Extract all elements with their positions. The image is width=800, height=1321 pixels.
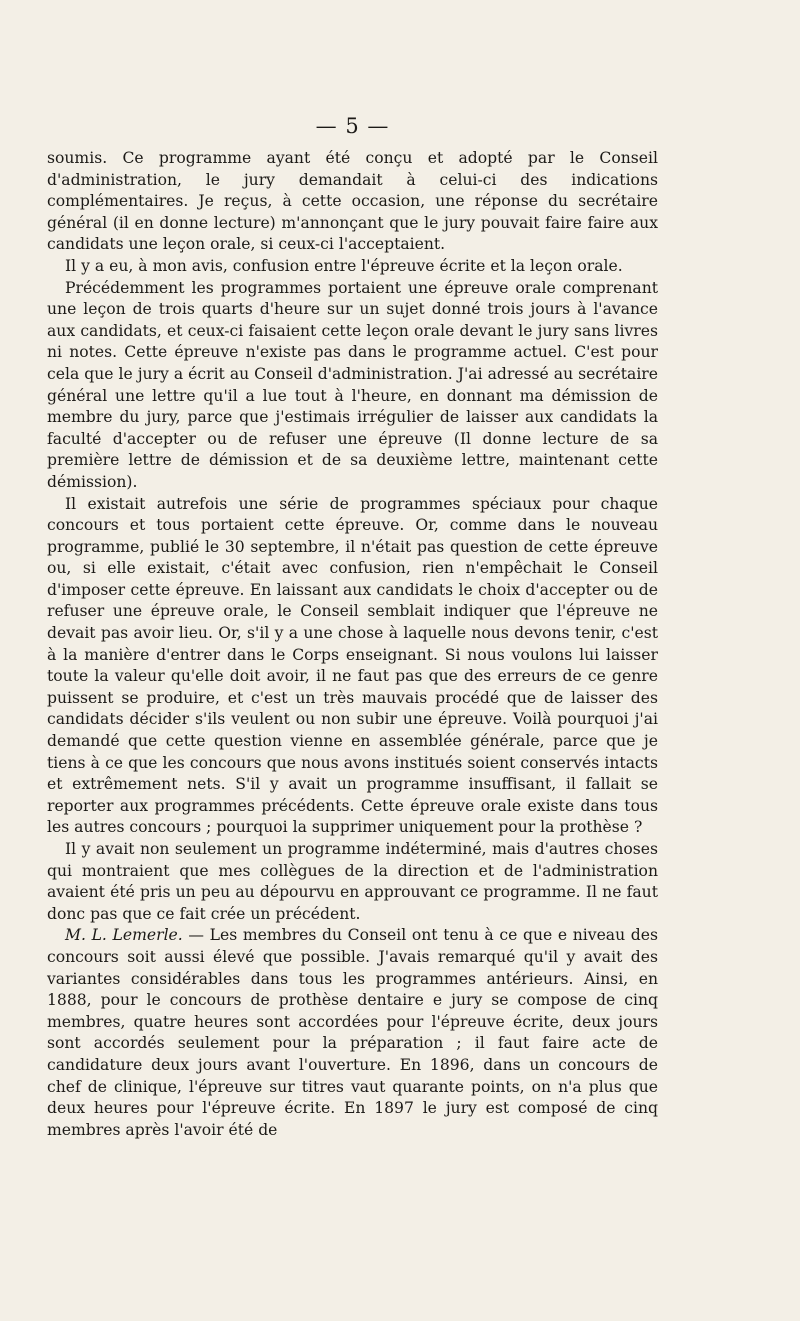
speech-paragraph bbox=[47, 925, 658, 1141]
paragraph-3: Précédemment les programmes portaient une épreuve orale comprenant une leçon de trois quarts d'heure sur un sujet donné trois jours à l'avance aux candidats, et ceux-ci faisaient cette leçon orale devant le jury sans livres ni notes. Cette épreuve n'existe pas dans le programme actuel. C'est pour cela que le jury a écrit au Conseil d'administration. J'ai adressé au secrétaire général une lettre qu'il a lue tout à l'heure, en donnant ma démission de membre du jury, parce que j'estimais irrégulier de laisser aux candidats la faculté d'accepter ou de refuser une épreuve (Il donne lecture de sa première lettre de démission et de sa deuxième lettre, maintenant cette démission). bbox=[47, 278, 658, 491]
speaker-name: M. L. Lemerle. bbox=[65, 926, 183, 945]
speech-text: — Les membres du Conseil ont tenu à ce que e niveau des concours soit aussi élevé que possible. J'avais remarqué qu'il y avait des variantes considérables dans tous les programmes antérieurs. Ainsi, en 1888, pour le concours de prothèse dentaire e jury se compose de cinq membres, quatre heures sont accordées pour l'épreuve écrite, deux jours sont accordés seulement pour la préparation ; il faut faire acte de candidature deux jours avant l'ouverture. En 1896, dans un concours de chef de clinique, l'épreuve sur titres vaut quarante points, on n'a plus que deux heures pour l'épreuve écrite. En 1897 le jury est composé de cinq membres après l'avoir été de bbox=[47, 926, 658, 1139]
document-page bbox=[47, 112, 658, 1312]
paragraph-2: Il y a eu, à mon avis, confusion entre l'épreuve écrite et la leçon orale. bbox=[65, 256, 623, 275]
paragraph-4: Il existait autrefois une série de programmes spéciaux pour chaque concours et tous portaient cette épreuve. Or, comme dans le nouveau programme, publié le 30 septembre, il n'était pas question de cette épreuve ou, si elle existait, c'était avec confusion, rien n'empêchait le Conseil d'imposer cette épreuve. En laissant aux candidats le choix d'accepter ou de refuser une épreuve orale, le Conseil semblait indiquer que l'épreuve ne devait pas avoir lieu. Or, s'il y a une chose à laquelle nous devons tenir, c'est à la manière d'entrer dans le Corps enseignant. Si nous voulons lui laisser toute la valeur qu'elle doit avoir, il ne faut pas que des erreurs de ce genre puissent se produire, et c'est un très mauvais procédé que de laisser des candidats décider s'ils veulent ou non subir une épreuve. Voilà pourquoi j'ai demandé que cette question vienne en assemblée générale, parce que je tiens à ce que les concours que nous avons institués soient conservés intacts et extrêmement nets. S'il y avait un programme insuffisant, il fallait se reporter aux programmes précédents. Cette épreuve orale existe dans tous les autres concours ; pourquoi la supprimer uniquement pour la prothèse ? bbox=[47, 494, 658, 837]
page-number: — 5 — bbox=[315, 114, 390, 138]
paragraph-1: soumis. Ce programme ayant été conçu et adopté par le Conseil d'administration, le jury demandait à celui-ci des indications complémentaires. Je reçus, à cette occasion, une réponse du secrétaire général (il en donne lecture) m'annonçant que le jury pouvait faire faire aux candidats une leçon orale, si ceux-ci l'acceptaient. bbox=[47, 149, 658, 254]
paragraph-5: Il y avait non seulement un programme indéterminé, mais d'autres choses qui montraient que mes collègues de la direction et de l'administration avaient été pris un peu au dépourvu en approuvant ce programme. Il ne faut donc pas que ce fait crée un précédent. bbox=[47, 840, 658, 923]
body-text bbox=[47, 148, 658, 1141]
